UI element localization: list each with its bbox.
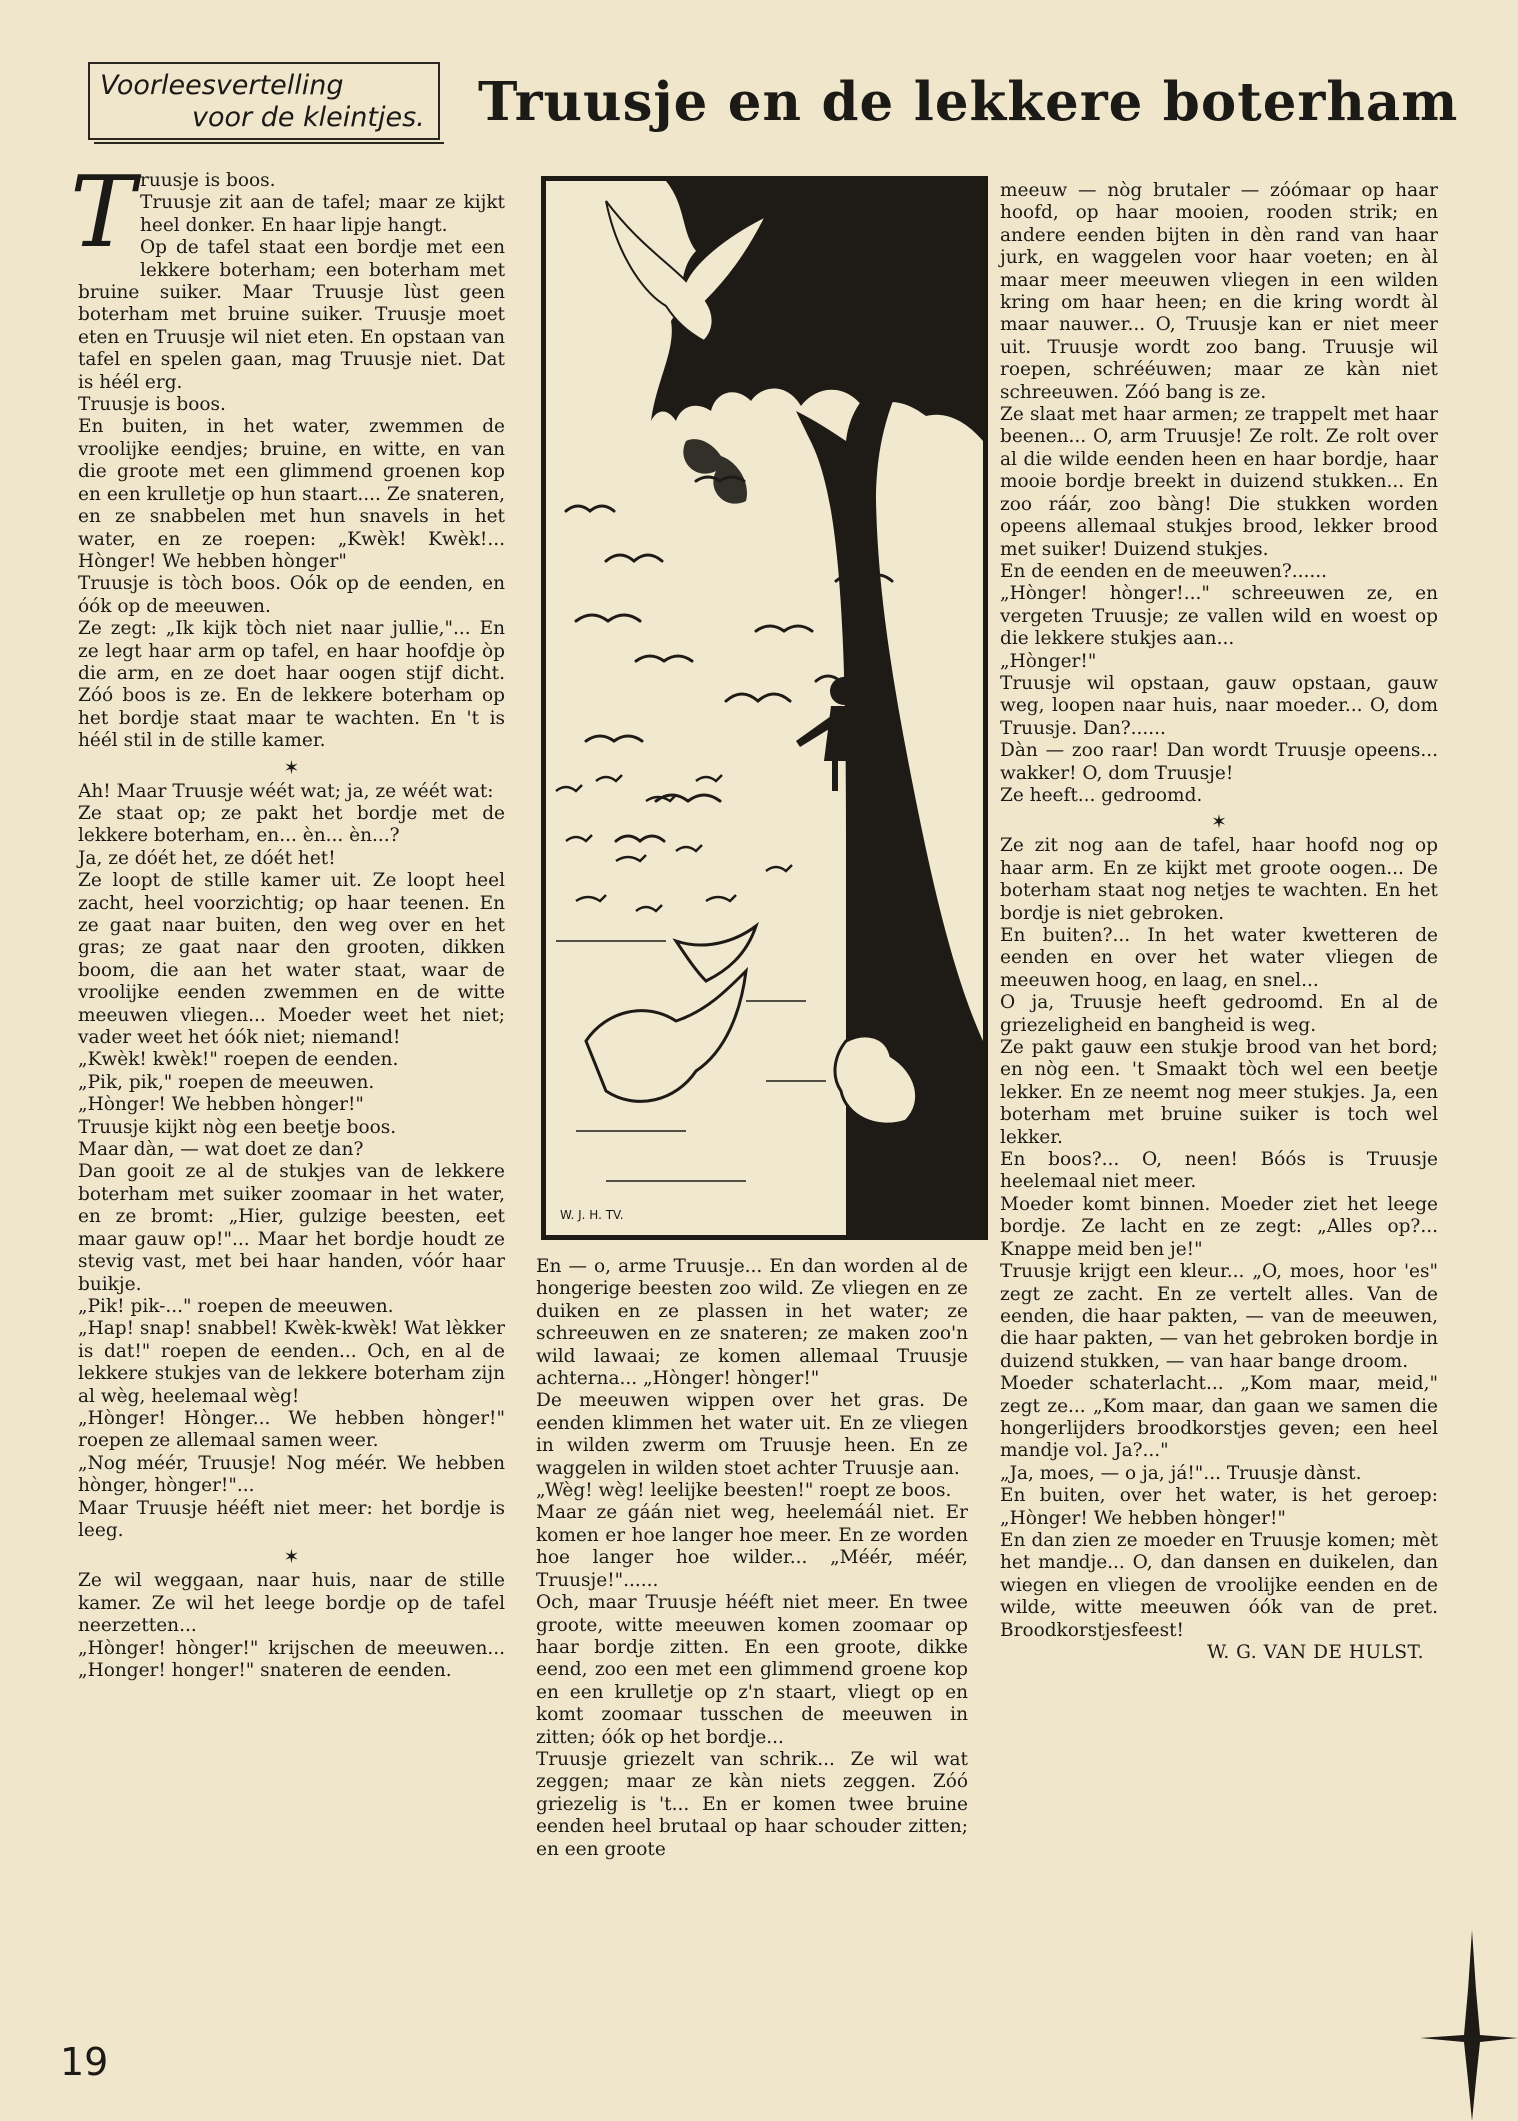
- story-paragraph: Och, maar Truusje hééft niet meer. En twee groote, witte meeuwen komen zoomaar op haar bordje zitten. En een groote, dikke eend, zoo een met een glimmend groene kop en een krulletje op z'n staart, vliegt op en komt zoomaar tusschen de meeuwen in zitten; óók op het bordje...: [536, 1592, 968, 1748]
- story-paragraph: Truusje krijgt een kleur... „O, moes, hoor 'es" zegt ze zacht. En ze vertelt alles. Van de eenden, die haar pakten, — van de meeuwen, die haar pakten, — van het gebroken bordje in duizend stukken, — van haar bange droom.: [1000, 1261, 1438, 1372]
- story-paragraph: Truusje is tòch boos. Oók op de eenden, en óók op de meeuwen.: [78, 573, 505, 617]
- story-column-1: [70, 156, 505, 1682]
- story-paragraph: En buiten, over het water, is het geroep: „Hònger! We hebben hònger!": [1000, 1485, 1438, 1529]
- story-paragraph: Truusje zit aan de tafel; maar ze kijkt heel donker. En haar lipje hangt.: [140, 192, 505, 236]
- corner-crop-mark: [1420, 1930, 1518, 2121]
- story-paragraph: Ze heeft... gedroomd.: [1000, 784, 1203, 806]
- story-paragraph: Moeder komt binnen. Moeder ziet het leege bordje. Ze lacht en ze zegt: „Alles op?... Knappe meid ben je!": [1000, 1193, 1438, 1260]
- story-illustration: [541, 176, 988, 1240]
- story-paragraph: Ze loopt de stille kamer uit. Ze loopt heel zacht, heel voorzichtig; op haar teenen. En ze gaat naar buiten, den weg over en het gras; ze gaat naar den grooten, dikken boom, die aan het water staat, waar de vroolijke eenden zwemmen en de witte meeuwen vliegen... Moeder weet het niet; vader weet het óók niet; niemand!: [78, 870, 505, 1049]
- story-column-3: [1000, 180, 1438, 1664]
- story-paragraph: En dan zien ze moeder en Truusje komen; mèt het mandje... O, dan dansen en duikelen, dan wiegen en vliegen de vroolijke eenden en de wilde, witte meeuwen óók van de pret. Broodkorstjesfeest!: [1000, 1529, 1438, 1641]
- author-signature: W. G. VAN DE HULST.: [1207, 1642, 1424, 1663]
- story-paragraph: Ze zegt: „Ik kijk tòch niet naar jullie,"... En ze legt haar arm op tafel, en haar hoofdje òp die arm, en ze doet haar oogen stijf dicht. Zóó boos is ze. En de lekkere boterham op het bordje staat maar te wachten. En 't is héél stil in de stille kamer.: [78, 618, 505, 752]
- story-paragraph: Ze slaat met haar armen; ze trappelt met haar beenen... O, arm Truusje! Ze rolt. Ze rolt over al die wilde eenden heen en haar bordje, haar mooie bordje breekt in duizend stukken... En zoo ráár, zoo bàng! Die stukken worden opeens allemaal stukjes brood, lekker brood met suiker! Duizend stukjes.: [1000, 404, 1438, 560]
- story-paragraph: Ze zit nog aan de tafel, haar hoofd nog op haar arm. En ze kijkt met groote oogen... De boterham staat nog netjes te wachten. En het bordje is niet gebroken.: [1000, 835, 1438, 924]
- drop-cap: T: [70, 156, 136, 270]
- story-paragraph: Maar Truusje hééft niet meer: het bordje is leeg.: [78, 1497, 505, 1541]
- kicker-line-2: voor de kleintjes.: [192, 102, 425, 133]
- story-paragraph: En de eenden en de meeuwen?......: [1000, 560, 1328, 582]
- section-kicker-box: [88, 62, 440, 140]
- story-paragraph: En buiten?... In het water kwetteren de eenden en over het water vliegen de meeuwen hoog, en laag, en snel...: [1000, 925, 1438, 991]
- story-paragraph: Truusje wil opstaan, gauw opstaan, gauw weg, loopen naar huis, naar moeder... O, dom Truusje. Dan?......: [1000, 672, 1438, 739]
- story-paragraph: „Hap! snap! snabbel! Kwèk-kwèk! Wat lèkker is dat!" roepen de eenden... Och, en al de lekkere stukjes van de lekkere boterham zijn al wèg, heelemaal wèg!: [78, 1318, 505, 1407]
- story-paragraph: Truusje is boos.: [78, 170, 505, 192]
- story-paragraph: Dan gooit ze al de stukjes van de lekkere boterham met suiker zoomaar in het water, en ze bromt: „Hier, gulzige beesten, eet maar gauw op!"... Maar het bordje houdt ze stevig vast, met bei haar handen, vóór haar buikje.: [78, 1161, 505, 1295]
- story-paragraph: „Ja, moes, — o ja, já!"... Truusje dànst.: [1000, 1462, 1362, 1484]
- story-title: Truusje en de lekkere boterham: [478, 71, 1459, 133]
- story-paragraph: „Hònger! We hebben hònger!": [78, 1094, 364, 1116]
- page-number: 19: [60, 2040, 109, 2084]
- story-paragraph: Ze pakt gauw een stukje brood van het bord; en nòg een. 't Smaakt tòch wel een beetje lekker. En ze neemt nog meer stukjes. Ja, een boterham met bruine suiker is toch wel lekker.: [1000, 1037, 1438, 1148]
- story-paragraph: De meeuwen wippen over het gras. De eenden klimmen het water uit. En ze vliegen in wilden zwerm om Truusje heen. En ze waggelen in wilden stoet achter Truusje aan.: [536, 1390, 968, 1479]
- story-column-2: [536, 1256, 968, 1861]
- story-paragraph: Moeder schaterlacht... „Kom maar, meid," zegt ze... „Kom maar, dan gaan we samen die hongerlijders broodkorstjes geven; een heel mandje vol. Ja?...": [1000, 1373, 1438, 1462]
- story-paragraph: „Hònger! Hònger... We hebben hònger!" roepen ze allemaal samen weer.: [78, 1407, 505, 1452]
- story-paragraph: Truusje kijkt nòg een beetje boos.: [78, 1116, 397, 1138]
- section-divider-star: ✶: [283, 756, 300, 779]
- story-paragraph: En boos?... O, neen! Bóós is Truusje heelemaal niet meer.: [1000, 1149, 1438, 1193]
- section-divider-star: ✶: [1211, 811, 1227, 834]
- story-paragraph: „Pik! pik-..." roepen de meeuwen.: [78, 1295, 394, 1317]
- story-paragraph: Ah! Maar Truusje wéét wat; ja, ze wéét wat:: [78, 780, 494, 802]
- story-paragraph: En — o, arme Truusje... En dan worden al de hongerige beesten zoo wild. Ze vliegen en ze duiken en ze plassen in het water; ze schreeuwen en ze snateren; ze maken zoo'n wild lawaai; ze komen allemaal Truusje achterna... „Hònger! hònger!": [536, 1256, 968, 1390]
- story-paragraph: Maar ze gáán niet weg, heelemáál niet. Er komen er hoe langer hoe meer. En ze worden hoe langer hoe wilder... „Méér, méér, Truusje!"......: [536, 1502, 968, 1591]
- story-paragraph: „Hònger! hònger!" krijschen de meeuwen... „Honger! honger!" snateren de eenden.: [78, 1637, 505, 1681]
- story-paragraph: „Hònger! hònger!..." schreeuwen ze, en vergeten Truusje; ze vallen wild en woest op die lekkere stukjes aan...: [1000, 583, 1438, 650]
- story-paragraph: Dàn — zoo raar! Dan wordt Truusje opeens... wakker! O, dom Truusje!: [1000, 740, 1438, 784]
- kicker-line-1: Voorleesvertelling: [100, 70, 344, 101]
- story-paragraph: Truusje is boos.: [78, 394, 226, 416]
- story-paragraph: Ze wil weggaan, naar huis, naar de stille kamer. Ze wil het leege bordje op de tafel neerzetten...: [78, 1570, 505, 1637]
- story-paragraph: Truusje griezelt van schrik... Ze wil wat zeggen; maar ze kàn niets zeggen. Zóó griezelig is 't... En er komen twee bruine eenden heel brutaal op haar schouder zitten; en een groote: [536, 1748, 968, 1860]
- story-paragraph: „Pik, pik," roepen de meeuwen.: [78, 1071, 375, 1093]
- illustration-drawing: [546, 181, 983, 1235]
- story-paragraph: meeuw — nòg brutaler — zóómaar op haar hoofd, op haar mooien, rooden strik; en andere eenden bijten in dèn rand van haar jurk, en waggelen voor haar voeten; en àl maar meer meeuwen vliegen in een wilden kring om haar heen; en die kring wordt àl maar nauwer... O, Truusje kan er niet meer uit. Truusje wordt zoo bang. Truusje wil roepen, schrééuwen; maar ze kàn niet schreeuwen. Zóó bang is ze.: [1000, 180, 1438, 403]
- section-divider-star: ✶: [283, 1546, 300, 1569]
- story-paragraph: „Hònger!": [1000, 650, 1097, 672]
- story-paragraph: Maar dàn, — wat doet ze dan?: [78, 1139, 364, 1161]
- story-paragraph: O ja, Truusje heeft gedroomd. En al de griezeligheid en bangheid is weg.: [1000, 992, 1438, 1036]
- story-paragraph: Ja, ze dóét het, ze dóét het!: [78, 847, 336, 869]
- story-paragraph: „Nog méér, Truusje! Nog méér. We hebben hònger, hònger!"...: [78, 1452, 505, 1497]
- story-paragraph: Op de tafel staat een bordje met een lekkere boterham; een boterham met bruine suiker. Maar Truusje lùst geen boterham met bruine suiker. Truusje moet eten en Truusje wil niet eten. En opstaan van tafel en spelen gaan, mag Truusje niet. Dat is héél erg.: [78, 237, 505, 393]
- artist-signature: W. J. H. TV.: [560, 1208, 624, 1222]
- story-paragraph: „Wèg! wèg! leelijke beesten!" roept ze boos.: [536, 1480, 952, 1502]
- story-paragraph: Ze staat op; ze pakt het bordje met de lekkere boterham, en... èn... èn...?: [78, 802, 505, 847]
- story-paragraph: „Kwèk! kwèk!" roepen de eenden.: [78, 1049, 399, 1071]
- ducks-drawing: [556, 775, 792, 911]
- story-paragraph: En buiten, in het water, zwemmen de vroolijke eendjes; bruine, en witte, en van die groote met een glimmend groenen kop en een krulletje op hun staart.... Ze snateren, en ze snabbelen met hun snavels in het water, en ze roepen: „Kwèk! Kwèk!... Hònger! We hebben hònger": [78, 416, 505, 572]
